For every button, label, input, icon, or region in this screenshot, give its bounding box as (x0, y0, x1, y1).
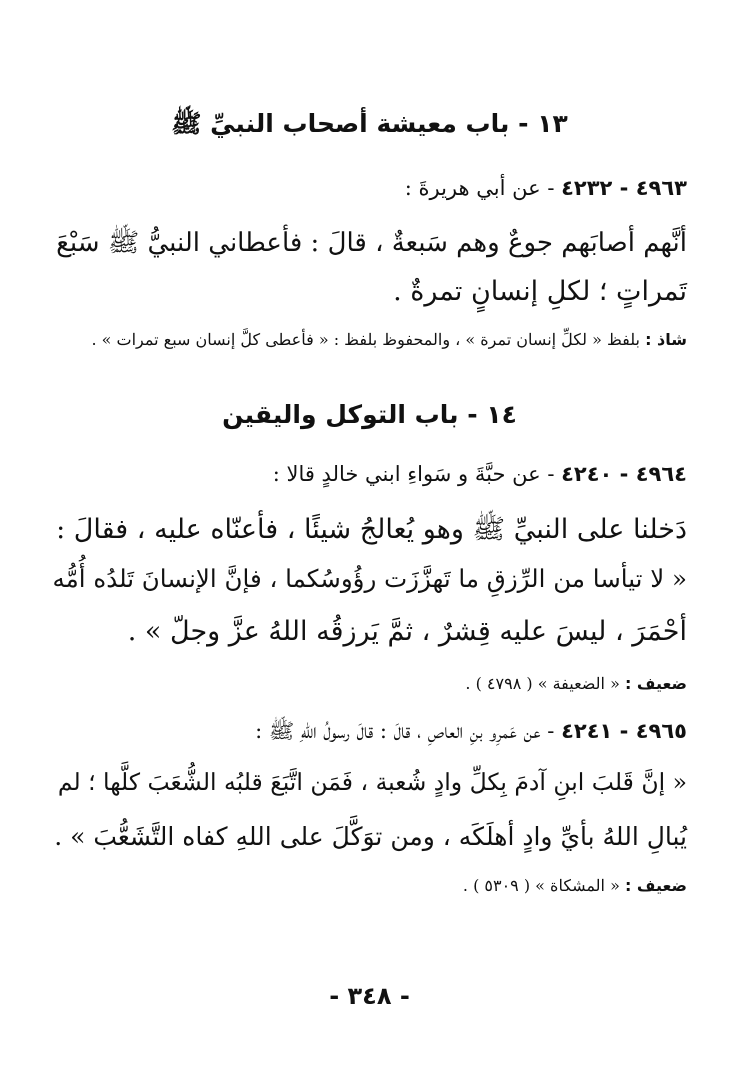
grading-text: « المشكاة » ( ٥٣٠٩ ) . (462, 876, 625, 895)
hadith-number: ٤٩٦٣ - ٤٢٣٢ (561, 176, 687, 200)
hadith-text-line: يُبالِ اللهُ بأيِّ وادٍ أهلَكَه ، ومن توَكَّلَ على اللهِ كفاه التَّشَعُّبَ » . (54, 822, 687, 851)
page-number: - ٣٤٨ - (329, 982, 410, 1010)
hadith-text-line: « إنَّ قَلبَ ابنِ آدمَ بِكلِّ وادٍ شُعبة ، فَمَن اتَّبَعَ قلبُه الشُّعَبَ كلَّها ؛ لم (57, 768, 687, 796)
hadith-text-line: تَمراتٍ ؛ لكلِ إنسانٍ تمرةٌ . (393, 276, 687, 307)
hadith-4965-header (48, 718, 687, 749)
hadith-narrator: - عن أبي هريرةَ : (404, 176, 562, 200)
grading-label: شاذ : (645, 330, 687, 349)
hadith-number: ٤٩٦٥ - ٤٢٤١ (561, 719, 687, 743)
grading-text: « الضعيفة » ( ٤٧٩٨ ) . (465, 674, 625, 693)
grading-note (48, 876, 687, 895)
hadith-4963-header (48, 176, 687, 200)
hadith-number: ٤٩٦٤ - ٤٢٤٠ (561, 462, 687, 486)
grading-note (48, 330, 687, 349)
grading-text: بلفظ « لكلِّ إنسان تمرة » ، والمحفوظ بلفظ : « فأعطى كلَّ إنسان سبع تمرات » . (91, 330, 646, 349)
hadith-text-line: « لا تيأسا من الرِّزقِ ما تَهزَّزَت رؤُوسُكما ، فإنَّ الإنسانَ تَلدُه أُمُّه (52, 564, 687, 593)
hadith-4964-header (48, 462, 687, 486)
grading-label: ضعيف : (624, 674, 687, 693)
hadith-text-line: أنَّهم أصابَهم جوعٌ وهم سَبعةٌ ، قالَ : فأعطاني النبيُّ ﷺ سَبْعَ (56, 228, 687, 258)
grading-note (48, 674, 687, 693)
grading-label: ضعيف : (624, 876, 687, 895)
hadith-text-line: دَخلنا على النبيِّ ﷺ وهو يُعالجُ شيئًا ، فأعنّاه عليه ، فقالَ : (56, 514, 687, 545)
hadith-text-line: أحْمَرَ ، ليسَ عليه قِشرٌ ، ثمَّ يَرزقُه اللهُ عزَّ وجلّ » . (127, 616, 687, 647)
chapter-heading-14: ١٤ - باب التوكل واليقين (222, 400, 517, 429)
hadith-narrator: - عن حبَّةَ و سَواءِ ابني خالدٍ قالا : (272, 462, 562, 486)
hadith-narrator: - عن عَمرِو بنِ العاصِ ، قالَ : قالَ رسولُ اللهِ ﷺ : (255, 719, 562, 743)
chapter-heading-13: ١٣ - باب معيشة أصحاب النبيِّ ﷺ (171, 109, 568, 138)
